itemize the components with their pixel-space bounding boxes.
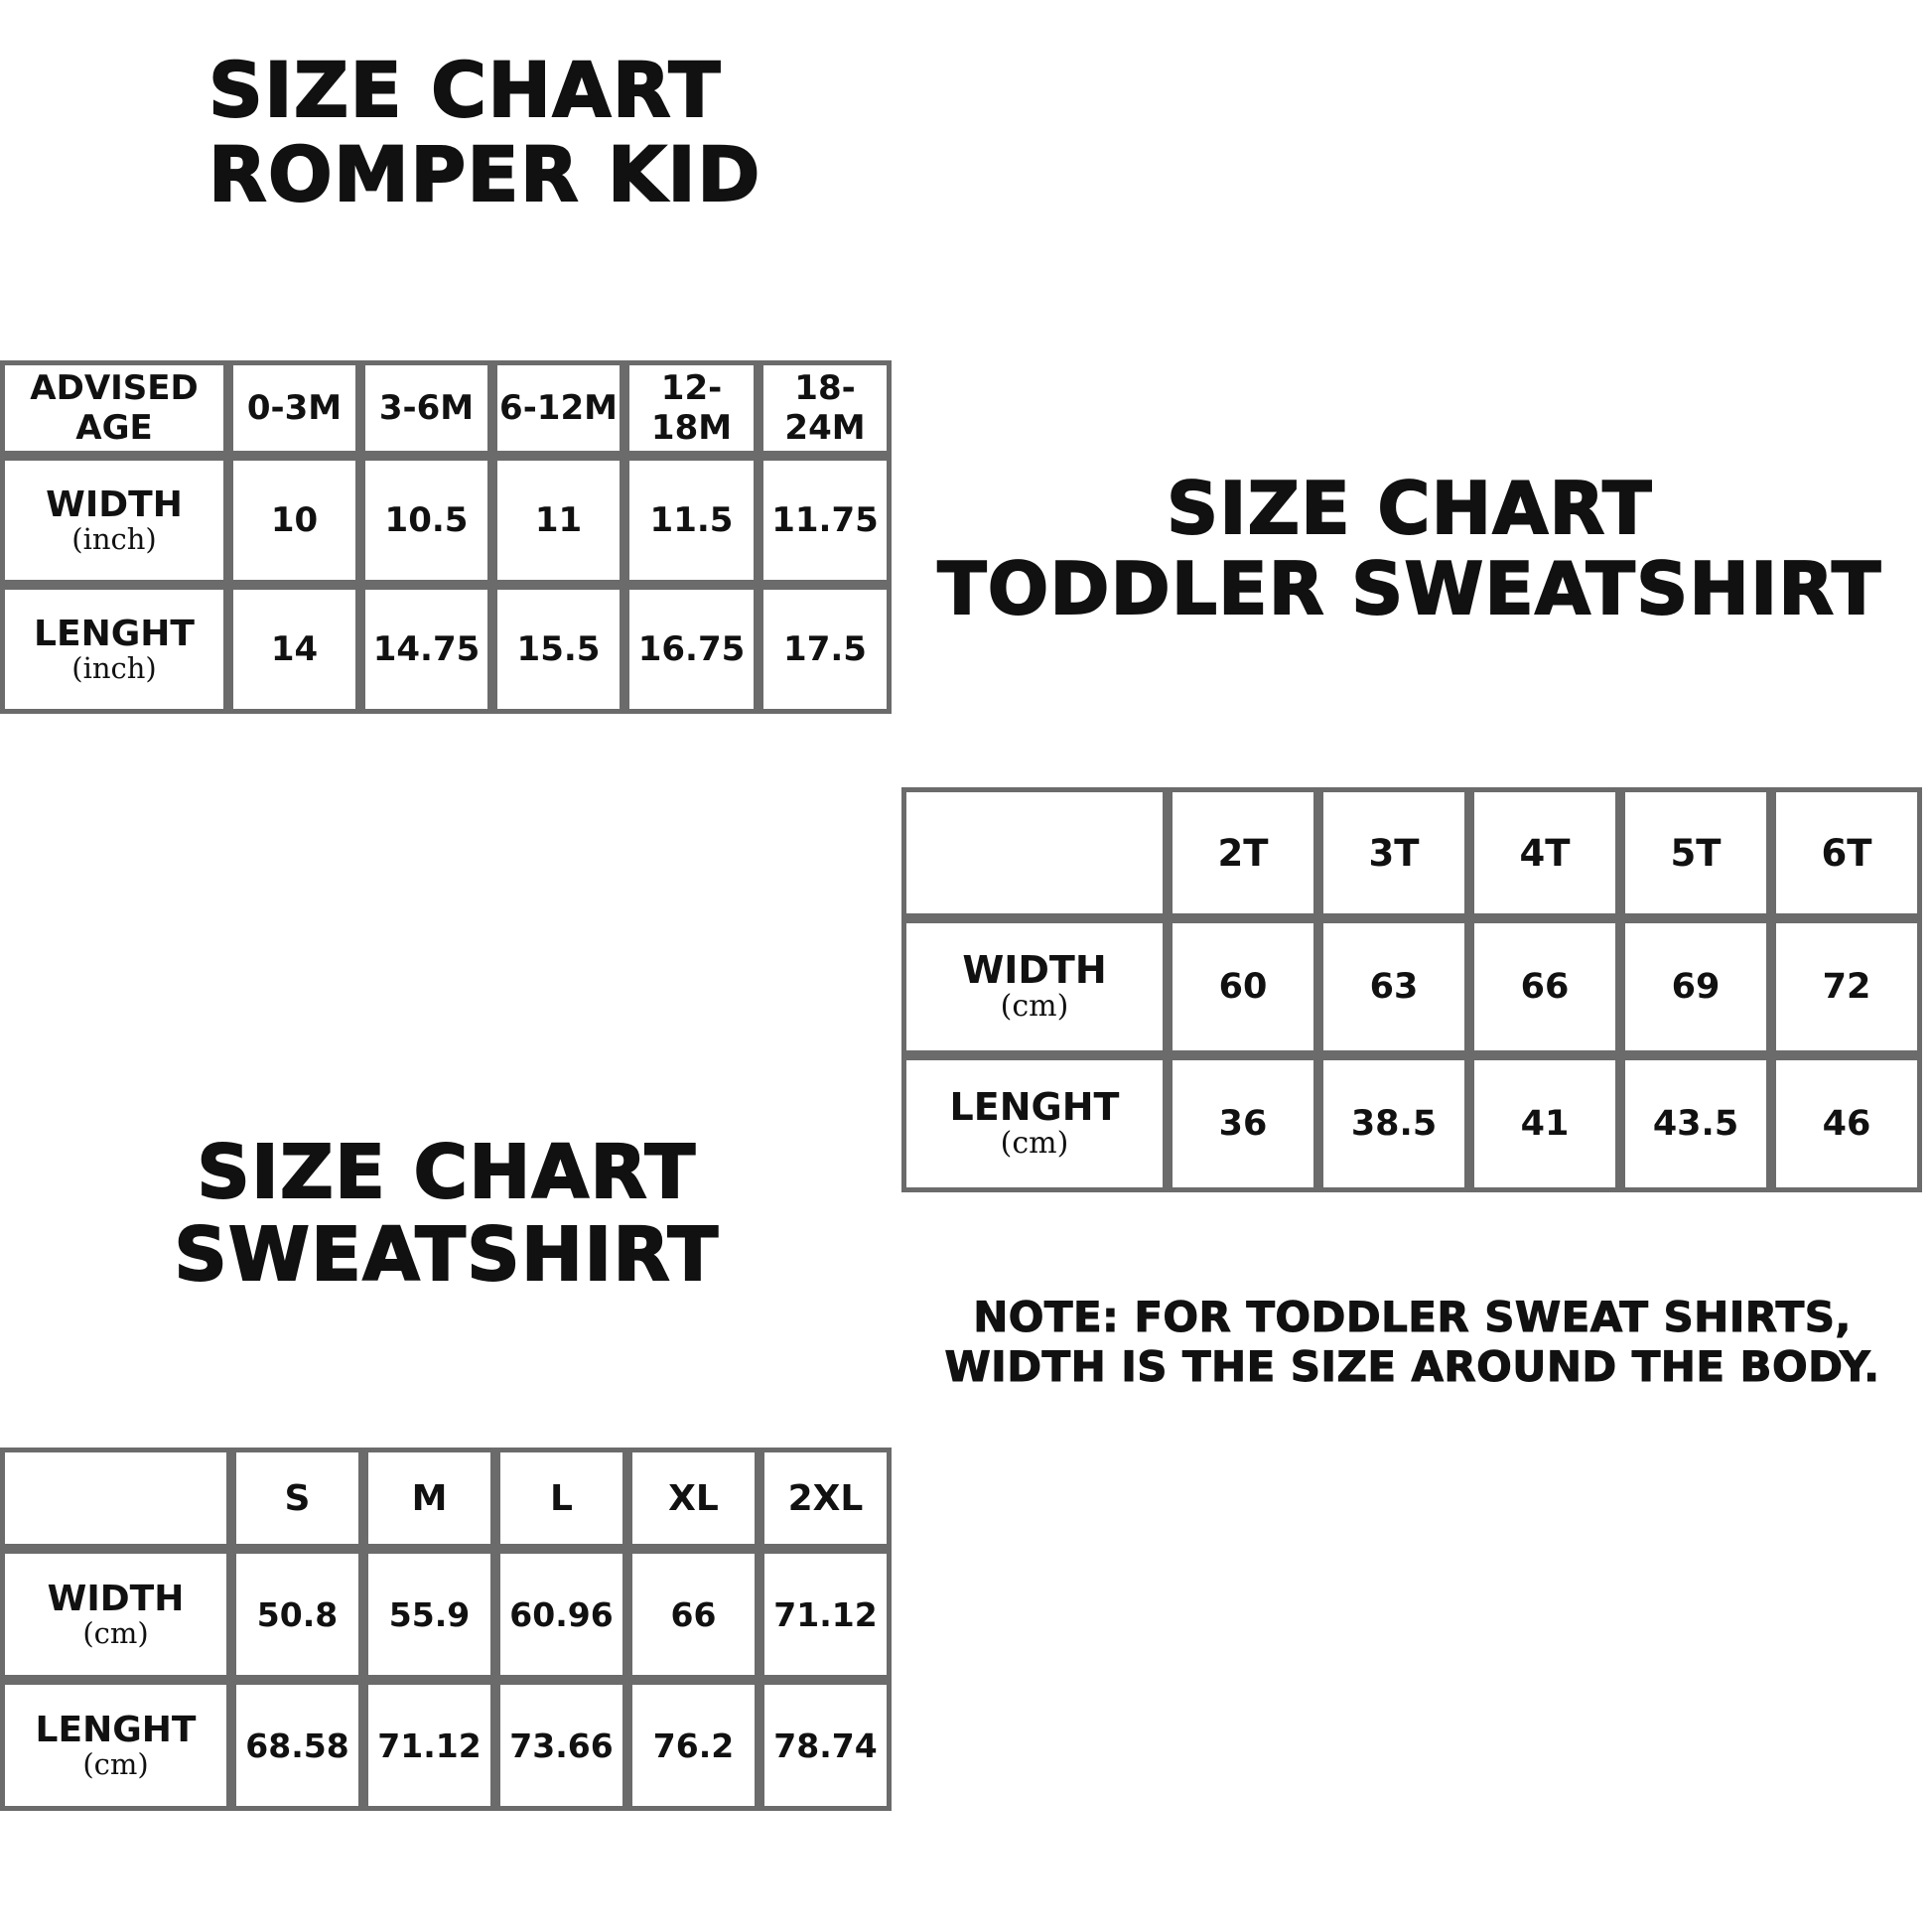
- cell-width-2xl: 71.12: [759, 1549, 892, 1680]
- row-label-lenght: [0, 1680, 231, 1811]
- cell-width-18-24m: 11.75: [759, 456, 892, 585]
- cell-width-0-3m: 10: [228, 456, 360, 585]
- column-header-2xl: 2XL: [759, 1448, 892, 1549]
- toddler-note-line1: NOTE: FOR TODDLER SWEAT SHIRTS,: [973, 1293, 1852, 1341]
- sweatshirt-table-wrap: [0, 1448, 892, 1811]
- row-label-width: [0, 1549, 231, 1680]
- toddler-title-line2: TODDLER SWEATSHIRT: [937, 546, 1882, 630]
- cell-lenght-3t: 38.5: [1318, 1055, 1469, 1192]
- column-header-3t: 3T: [1318, 787, 1469, 918]
- cell-lenght-s: 68.58: [231, 1680, 363, 1811]
- cell-width-4t: 66: [1469, 918, 1620, 1055]
- toddler-sweatshirt-size-table: [901, 787, 1922, 1192]
- cell-width-6t: 72: [1771, 918, 1922, 1055]
- column-header-6-12m: 6-12M: [492, 360, 624, 456]
- table-row: [0, 456, 892, 585]
- column-header-6t: 6T: [1771, 787, 1922, 918]
- column-header-3-6m: 3-6M: [360, 360, 492, 456]
- row-label-width-unit: (cm): [82, 1615, 149, 1650]
- cell-lenght-2t: 36: [1168, 1055, 1318, 1192]
- table-row: [0, 360, 892, 456]
- cell-width-3t: 63: [1318, 918, 1469, 1055]
- table-row: [0, 585, 892, 714]
- cell-width-l: 60.96: [495, 1549, 627, 1680]
- column-header-12-18m: 12-18M: [624, 360, 759, 456]
- row-label-lenght: [0, 585, 228, 714]
- cell-width-6-12m: 11: [492, 456, 624, 585]
- cell-width-3-6m: 10.5: [360, 456, 492, 585]
- sweatshirt-title-line2: SWEATSHIRT: [174, 1211, 720, 1298]
- row-label-width-unit: (inch): [71, 521, 157, 556]
- column-header-advised-age: ADVISED AGE: [0, 360, 228, 456]
- column-header-l: L: [495, 1448, 627, 1549]
- row-label-lenght-text: LENGHT: [34, 613, 195, 654]
- table-row: [901, 918, 1922, 1055]
- column-header-m: M: [363, 1448, 495, 1549]
- row-label-width: [0, 456, 228, 585]
- column-header-4t: 4T: [1469, 787, 1620, 918]
- row-label-width-text: WIDTH: [47, 1578, 185, 1619]
- cell-width-2t: 60: [1168, 918, 1318, 1055]
- row-label-lenght: [901, 1055, 1168, 1192]
- cell-width-m: 55.9: [363, 1549, 495, 1680]
- toddler-note-line2: WIDTH IS THE SIZE AROUND THE BODY.: [944, 1341, 1880, 1391]
- column-header-18-24m: 18-24M: [759, 360, 892, 456]
- cell-lenght-2xl: 78.74: [759, 1680, 892, 1811]
- cell-width-5t: 69: [1620, 918, 1771, 1055]
- table-row: [0, 1549, 892, 1680]
- column-header-s: S: [231, 1448, 363, 1549]
- row-label-lenght-unit: (cm): [82, 1746, 149, 1781]
- row-label-width: [901, 918, 1168, 1055]
- sweatshirt-title: [0, 1132, 894, 1297]
- row-label-width-text: WIDTH: [46, 483, 183, 525]
- column-header-5t: 5T: [1620, 787, 1771, 918]
- romper-kid-table-wrap: [0, 360, 892, 714]
- cell-lenght-xl: 76.2: [627, 1680, 759, 1811]
- cell-lenght-12-18m: 16.75: [624, 585, 759, 714]
- romper-kid-size-table: [0, 360, 892, 714]
- toddler-note: [898, 1293, 1926, 1391]
- table-row: [0, 1448, 892, 1549]
- cell-lenght-4t: 41: [1469, 1055, 1620, 1192]
- row-label-width-text: WIDTH: [962, 948, 1107, 993]
- toddler-sweatshirt-table-wrap: [901, 787, 1922, 1192]
- column-header-xl: XL: [627, 1448, 759, 1549]
- romper-kid-title-line2: ROMPER KID: [208, 130, 761, 219]
- romper-kid-title: [208, 46, 761, 219]
- cell-width-12-18m: 11.5: [624, 456, 759, 585]
- cell-width-s: 50.8: [231, 1549, 363, 1680]
- cell-lenght-18-24m: 17.5: [759, 585, 892, 714]
- cell-lenght-5t: 43.5: [1620, 1055, 1771, 1192]
- table-row: [901, 787, 1922, 918]
- column-header-2t: 2T: [1168, 787, 1318, 918]
- row-label-lenght-unit: (inch): [71, 650, 157, 685]
- sweatshirt-size-table: [0, 1448, 892, 1811]
- column-header-blank: [901, 787, 1168, 918]
- row-label-lenght-text: LENGHT: [35, 1709, 197, 1750]
- row-label-lenght-text: LENGHT: [949, 1085, 1120, 1130]
- cell-lenght-3-6m: 14.75: [360, 585, 492, 714]
- romper-kid-title-line1: SIZE CHART: [208, 46, 722, 134]
- column-header-0-3m: 0-3M: [228, 360, 360, 456]
- row-label-width-unit: (cm): [1000, 989, 1069, 1025]
- cell-lenght-0-3m: 14: [228, 585, 360, 714]
- column-header-blank: [0, 1448, 231, 1549]
- row-label-lenght-unit: (cm): [1000, 1126, 1069, 1162]
- cell-width-xl: 66: [627, 1549, 759, 1680]
- cell-lenght-l: 73.66: [495, 1680, 627, 1811]
- table-row: [0, 1680, 892, 1811]
- cell-lenght-6t: 46: [1771, 1055, 1922, 1192]
- cell-lenght-m: 71.12: [363, 1680, 495, 1811]
- toddler-title-line1: SIZE CHART: [1167, 467, 1653, 550]
- table-row: [901, 1055, 1922, 1192]
- sweatshirt-title-line1: SIZE CHART: [197, 1130, 697, 1215]
- toddler-sweatshirt-title: [908, 469, 1911, 628]
- cell-lenght-6-12m: 15.5: [492, 585, 624, 714]
